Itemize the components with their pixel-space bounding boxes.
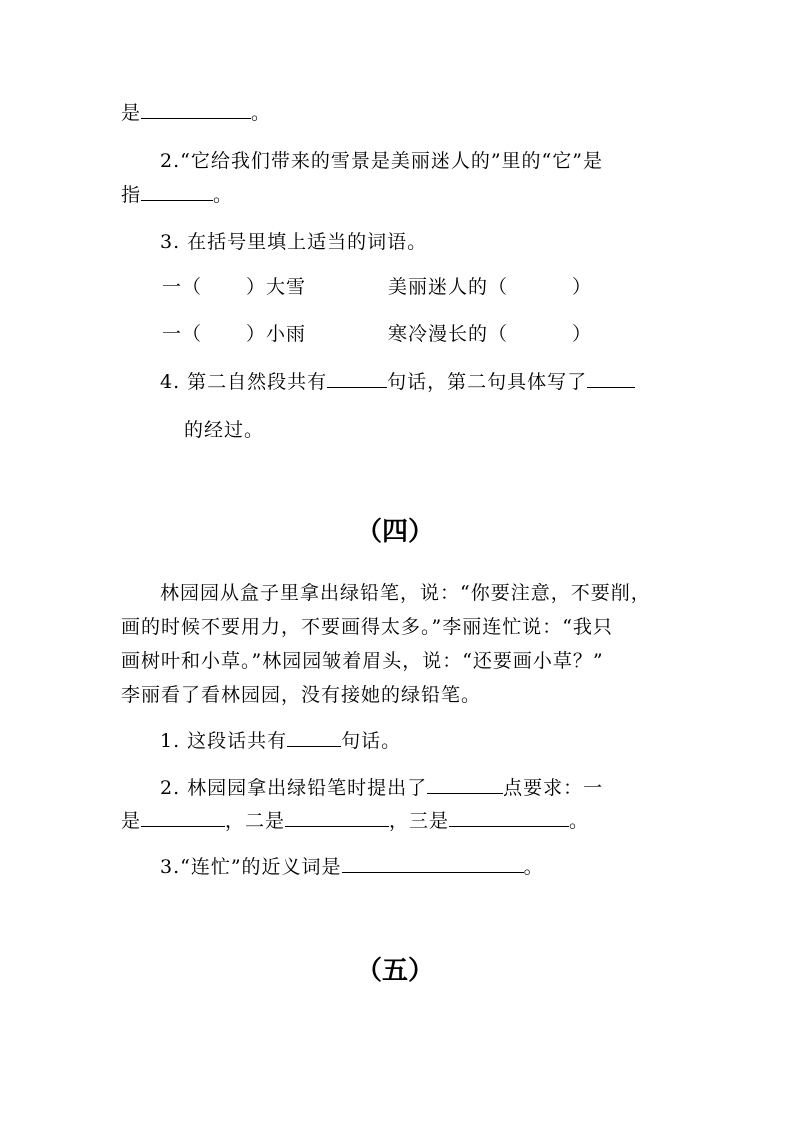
q2-prefix: 指 bbox=[121, 184, 142, 206]
p4-q2-end: 。 bbox=[569, 810, 590, 832]
q3-row1-right-open: 美丽迷人的（ bbox=[388, 276, 509, 298]
q3-instruction: 3. 在括号里填上适当的词语。 bbox=[160, 231, 428, 253]
p4-q2-text-2: 点要求：一 bbox=[503, 777, 604, 799]
q3-row2-right-close: ） bbox=[572, 323, 593, 345]
q1-answer-blank[interactable] bbox=[141, 100, 251, 119]
p4-q2-text-3: 是 bbox=[121, 810, 142, 832]
q3-row2-right-open: 寒冷漫长的（ bbox=[388, 323, 509, 345]
p4-q1-blank[interactable] bbox=[287, 728, 341, 747]
p4-q2-text-5: ，三是 bbox=[389, 810, 450, 832]
q3-row1-left bbox=[162, 274, 306, 300]
passage-line-4: 李丽看了看林园园，没有接她的绿铅笔。 bbox=[121, 684, 482, 706]
p4-q2-text-1: 2. 林园园拿出绿铅笔时提出了 bbox=[160, 777, 428, 799]
q3-row1-left-close: ）大雪 bbox=[246, 276, 307, 298]
q4-line1 bbox=[160, 369, 635, 395]
p4-q3-text: 3.“连忙”的近义词是 bbox=[160, 856, 342, 878]
section-title-four: （四） bbox=[356, 517, 435, 547]
p4-q2-blank-3[interactable] bbox=[449, 808, 569, 827]
p4-q2-text-4: ，二是 bbox=[225, 810, 286, 832]
p4-q2-blank-count[interactable] bbox=[427, 775, 503, 794]
q3-row2-left-open: 一（ bbox=[162, 323, 203, 345]
p4-q2-line1 bbox=[160, 775, 603, 801]
q3-row2-left-close: ）小雨 bbox=[246, 323, 307, 345]
passage-line-3: 画树叶和小草。”林园园皱着眉头，说：“还要画小草？” bbox=[121, 650, 604, 672]
q4-blank-1[interactable] bbox=[327, 369, 387, 388]
p4-q3-blank[interactable] bbox=[342, 854, 524, 873]
q4-blank-2[interactable] bbox=[587, 369, 635, 388]
q2-answer-blank[interactable] bbox=[141, 182, 213, 201]
q4-line2: 的经过。 bbox=[184, 419, 265, 441]
q3-row1-right-close: ） bbox=[572, 276, 593, 298]
p4-q2-line2 bbox=[121, 808, 589, 834]
p4-q2-blank-1[interactable] bbox=[141, 808, 225, 827]
q3-row1-left-open: 一（ bbox=[162, 276, 203, 298]
passage-line-2: 画的时候不要用力，不要画得太多。”李丽连忙说：“我只 bbox=[121, 616, 613, 638]
q2-end: 。 bbox=[213, 184, 234, 206]
p4-q3 bbox=[160, 854, 544, 880]
q4-text-2: 句话，第二句具体写了 bbox=[387, 371, 588, 393]
q1-continuation-line bbox=[121, 100, 271, 126]
q3-row2-left bbox=[162, 321, 306, 347]
passage-line-1: 林园园从盒子里拿出绿铅笔，说：“你要注意，不要削， bbox=[160, 582, 651, 604]
p4-q3-end: 。 bbox=[523, 856, 544, 878]
q1-end: 。 bbox=[251, 102, 272, 124]
q4-text-1: 4. 第二自然段共有 bbox=[160, 371, 328, 393]
q3-row2-right bbox=[388, 321, 592, 347]
q2-line2 bbox=[121, 182, 233, 208]
p4-q1 bbox=[160, 728, 401, 754]
p4-q1-text-1: 1. 这段话共有 bbox=[160, 730, 288, 752]
q2-line1: 2.“它给我们带来的雪景是美丽迷人的”里的“它”是 bbox=[160, 150, 603, 172]
section-title-five: （五） bbox=[356, 956, 435, 986]
p4-q2-blank-2[interactable] bbox=[285, 808, 389, 827]
q1-prefix: 是 bbox=[121, 102, 142, 124]
q3-row1-right bbox=[388, 274, 592, 300]
p4-q1-text-2: 句话。 bbox=[341, 730, 402, 752]
